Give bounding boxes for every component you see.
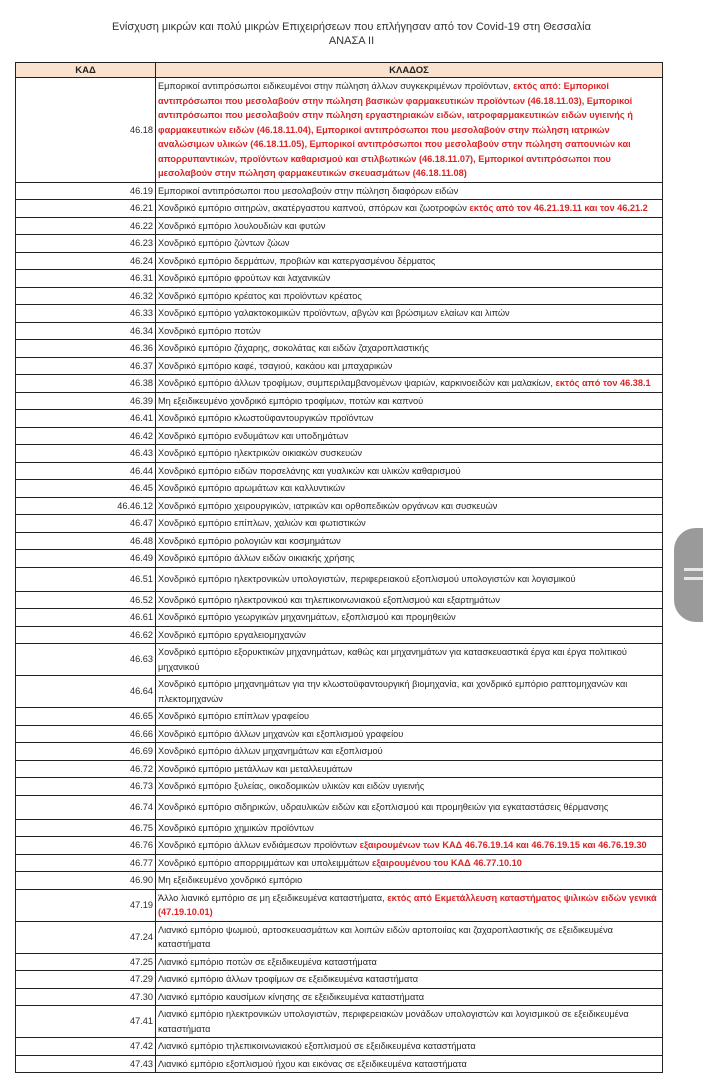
sector-description	[156, 78, 663, 183]
sector-description	[156, 708, 663, 726]
exception-text: εξαιρουμένου του ΚΑΔ 46.77.10.10	[371, 857, 522, 868]
table-row	[16, 305, 663, 323]
sector-text: Χονδρικό εμπόριο άλλων μηχανημάτων και εξοπλισμού	[158, 746, 383, 756]
table-body	[16, 78, 663, 1073]
kad-code: 46.90	[16, 872, 156, 890]
kad-code: 46.64	[16, 676, 156, 708]
table-row	[16, 676, 663, 708]
sector-text: Εμπορικοί αντιπρόσωποι ειδικευμένοι στην πώληση άλλων συγκεκριμένων προϊόντων,	[158, 81, 514, 91]
sector-description	[156, 953, 663, 971]
kad-code: 46.37	[16, 357, 156, 375]
sector-description	[156, 445, 663, 463]
table-row	[16, 182, 663, 200]
kad-code: 46.44	[16, 462, 156, 480]
kad-code: 46.41	[16, 410, 156, 428]
sector-description	[156, 287, 663, 305]
sector-description	[156, 609, 663, 627]
kad-code: 46.76	[16, 837, 156, 855]
kad-code: 46.77	[16, 854, 156, 872]
kad-code: 47.43	[16, 1055, 156, 1073]
kad-code: 47.19	[16, 889, 156, 921]
sector-text: Χονδρικό εμπόριο μετάλλων και μεταλλευμάτων	[158, 763, 353, 774]
sector-description	[156, 305, 663, 323]
sector-text: Χονδρικό εμπόριο άλλων ειδών οικιακής χρήσης	[158, 553, 355, 563]
table-row	[16, 971, 663, 989]
table-row	[16, 872, 663, 890]
table-row	[16, 532, 663, 550]
table-row	[16, 837, 663, 855]
table-row	[16, 1038, 663, 1056]
kad-code: 47.42	[16, 1038, 156, 1056]
kad-code: 46.65	[16, 708, 156, 726]
sector-description	[156, 971, 663, 989]
table-row	[16, 410, 663, 428]
exception-text: εκτός από τον 46.21.19.11 και τον 46.21.2	[469, 203, 648, 213]
table-row	[16, 591, 663, 609]
sector-text: Χονδρικό εμπόριο ζάχαρης, σοκολάτας και ειδών ζαχαροπλαστικής	[158, 343, 429, 353]
sector-description	[156, 872, 663, 890]
sector-description	[156, 532, 663, 550]
sector-description	[156, 480, 663, 498]
kad-code: 46.51	[16, 567, 156, 591]
kad-code: 46.36	[16, 340, 156, 358]
table-row	[16, 515, 663, 533]
kad-code: 46.42	[16, 427, 156, 445]
sector-description	[156, 462, 663, 480]
kad-code: 46.49	[16, 550, 156, 568]
kad-code: 46.63	[16, 644, 156, 676]
table-row	[16, 252, 663, 270]
sector-text: Χονδρικό εμπόριο ηλεκτρονικών υπολογιστών, περιφερειακού εξοπλισμού υπολογιστών και λογισμικού	[158, 573, 576, 584]
table-row	[16, 497, 663, 515]
sector-text: Χονδρικό εμπόριο κρέατος και προϊόντων κρέατος	[158, 290, 362, 301]
sector-description	[156, 778, 663, 796]
kad-code: 46.19	[16, 182, 156, 200]
table-row	[16, 953, 663, 971]
sector-text: Χονδρικό εμπόριο άλλων ενδιάμεσων προϊόντων	[158, 840, 360, 850]
table-row	[16, 889, 663, 921]
table-row	[16, 567, 663, 591]
sector-text: Χονδρικό εμπόριο γεωργικών μηχανημάτων, εξοπλισμού και προμηθειών	[158, 612, 456, 622]
table-row	[16, 235, 663, 253]
kad-code: 46.45	[16, 480, 156, 498]
sector-text: Χονδρικό εμπόριο εξορυκτικών μηχανημάτων, καθώς και μηχανημάτων για κατασκευαστικά έργα και έργα πολιτικού μηχανικού	[158, 647, 627, 672]
table-row	[16, 462, 663, 480]
table-row	[16, 760, 663, 778]
sector-description	[156, 252, 663, 270]
kad-code: 46.73	[16, 778, 156, 796]
sector-text: Χονδρικό εμπόριο εργαλειομηχανών	[158, 629, 306, 640]
sector-description	[156, 217, 663, 235]
kad-code: 46.46.12	[16, 497, 156, 515]
title-line-2: ΑΝΑΣΑ ΙΙ	[328, 35, 375, 47]
sector-text: Λιανικό εμπόριο άλλων τροφίμων σε εξειδικευμένα καταστήματα	[158, 974, 419, 984]
table-row	[16, 1055, 663, 1073]
sector-text: Μη εξειδικευμένο χονδρικό εμπόριο	[158, 875, 303, 885]
table-row	[16, 375, 663, 393]
sector-description	[156, 497, 663, 515]
table-row	[16, 78, 663, 183]
kad-code: 46.43	[16, 445, 156, 463]
sector-text: Χονδρικό εμπόριο χημικών προϊόντων	[158, 822, 314, 833]
sector-text: Χονδρικό εμπόριο ξυλείας, οικοδομικών υλικών και ειδών υγιεινής	[158, 781, 425, 791]
sector-text: Χονδρικό εμπόριο ενδυμάτων και υποδημάτων	[158, 430, 349, 441]
table-row	[16, 427, 663, 445]
kad-code: 46.39	[16, 392, 156, 410]
kad-code: 46.38	[16, 375, 156, 393]
table-row	[16, 1006, 663, 1038]
kad-code: 46.72	[16, 760, 156, 778]
sector-description	[156, 375, 663, 393]
sector-description	[156, 921, 663, 953]
sector-text: Χονδρικό εμπόριο ζώντων ζώων	[158, 238, 290, 248]
table-row	[16, 626, 663, 644]
sector-text: Χονδρικό εμπόριο απορριμμάτων και υπολειμμάτων	[158, 857, 372, 868]
sector-text: Χονδρικό εμπόριο μηχανημάτων για την κλωστοϋφαντουργική βιομηχανία, και χονδρικό εμπόριο ραπτομηχανών και πλεκτομηχανών	[158, 679, 628, 704]
sector-text: Χονδρικό εμπόριο επίπλων γραφείου	[158, 711, 310, 721]
table-row	[16, 778, 663, 796]
exception-text: εκτός από τον 46.38.1	[555, 378, 651, 388]
sector-description	[156, 819, 663, 837]
sector-text: Χονδρικό εμπόριο καφέ, τσαγιού, κακάου και μπαχαρικών	[158, 360, 393, 371]
kad-code: 46.21	[16, 200, 156, 218]
kad-code: 47.41	[16, 1006, 156, 1038]
sector-text: Λιανικό εμπόριο καυσίμων κίνησης σε εξειδικευμένα καταστήματα	[158, 991, 425, 1002]
table-row	[16, 988, 663, 1006]
sector-description	[156, 837, 663, 855]
kad-code: 46.23	[16, 235, 156, 253]
kad-code: 46.74	[16, 795, 156, 819]
kad-code: 46.18	[16, 78, 156, 183]
sector-text: Χονδρικό εμπόριο κλωστοϋφαντουργικών προϊόντων	[158, 413, 374, 423]
sector-description	[156, 591, 663, 609]
kad-code: 46.61	[16, 609, 156, 627]
kad-code: 47.25	[16, 953, 156, 971]
sector-description	[156, 427, 663, 445]
table-row	[16, 609, 663, 627]
sector-text: Χονδρικό εμπόριο σιτηρών, ακατέργαστου καπνού, σπόρων και ζωοτροφών	[158, 203, 470, 213]
sector-description	[156, 270, 663, 288]
sector-text: Λιανικό εμπόριο εξοπλισμού ήχου και εικόνας σε εξειδικευμένα καταστήματα	[158, 1058, 467, 1069]
floating-menu-button[interactable]	[674, 528, 703, 622]
table-row	[16, 287, 663, 305]
kad-table	[15, 62, 663, 1073]
exception-text: εκτός από Εκμετάλλευση καταστήματος ψιλικών ειδών γενικά (47.19.10.01)	[158, 892, 657, 917]
table-row	[16, 819, 663, 837]
table-row	[16, 217, 663, 235]
exception-text: εξαιρουμένων των ΚΑΔ 46.76.19.14 και 46.76.19.15 και 46.76.19.30	[359, 840, 647, 850]
table-row	[16, 854, 663, 872]
sector-text: Μη εξειδικευμένο χονδρικό εμπόριο τροφίμων, ποτών και καπνού	[158, 395, 424, 406]
table-row	[16, 795, 663, 819]
kad-code: 46.75	[16, 819, 156, 837]
sector-description	[156, 1038, 663, 1056]
kad-code: 46.34	[16, 322, 156, 340]
sector-text: Χονδρικό εμπόριο επίπλων, χαλιών και φωτιστικών	[158, 518, 366, 528]
kad-code: 46.52	[16, 591, 156, 609]
table-row	[16, 725, 663, 743]
sector-text: Χονδρικό εμπόριο άλλων μηχανών και εξοπλισμού γραφείου	[158, 728, 404, 739]
sector-text: Χονδρικό εμπόριο ρολογιών και κοσμημάτων	[158, 535, 341, 546]
kad-code: 46.22	[16, 217, 156, 235]
sector-description	[156, 676, 663, 708]
sector-text: Χονδρικό εμπόριο ποτών	[158, 325, 261, 336]
sector-text: Χονδρικό εμπόριο ηλεκτρονικού και τηλεπικοινωνιακού εξοπλισμού και εξαρτημάτων	[158, 594, 500, 605]
sector-text: Χονδρικό εμπόριο σιδηρικών, υδραυλικών ειδών και εξοπλισμού και προμηθειών για εγκαταστάσεις θέρμανσης	[158, 801, 609, 812]
sector-description	[156, 854, 663, 872]
table-row	[16, 357, 663, 375]
table-row	[16, 445, 663, 463]
sector-text: Άλλο λιανικό εμπόριο σε μη εξειδικευμένα καταστήματα,	[158, 892, 388, 903]
sector-text: Χονδρικό εμπόριο γαλακτοκομικών προϊόντων, αβγών και βρώσιμων ελαίων και λιπών	[158, 308, 510, 318]
kad-code: 46.33	[16, 305, 156, 323]
header-sector: ΚΛΑΔΟΣ	[156, 63, 663, 78]
title-line-1: Ενίσχυση μικρών και πολύ μικρών Επιχειρήσεων που επλήγησαν από τον Covid-19 στη Θεσσαλία	[112, 21, 591, 33]
kad-code: 46.24	[16, 252, 156, 270]
sector-description	[156, 988, 663, 1006]
document-title	[0, 20, 703, 48]
table-row	[16, 644, 663, 676]
sector-description	[156, 235, 663, 253]
table-row	[16, 200, 663, 218]
sector-text: Εμπορικοί αντιπρόσωποι που μεσολαβούν στην πώληση διαφόρων ειδών	[158, 185, 459, 196]
sector-description	[156, 795, 663, 819]
table-row	[16, 270, 663, 288]
kad-code: 46.62	[16, 626, 156, 644]
sector-description	[156, 410, 663, 428]
sector-text: Λιανικό εμπόριο τηλεπικοινωνιακού εξοπλισμού σε εξειδικευμένα καταστήματα	[158, 1041, 476, 1051]
sector-description	[156, 550, 663, 568]
sector-text: Λιανικό εμπόριο ψωμιού, αρτοσκευασμάτων και λοιπών ειδών αρτοποιίας και ζαχαροπλαστικής σε εξειδικευμένα καταστήματα	[158, 924, 613, 949]
kad-code: 46.32	[16, 287, 156, 305]
table-row	[16, 322, 663, 340]
header-kad: ΚΑΔ	[16, 63, 156, 78]
sector-description	[156, 392, 663, 410]
table-row	[16, 480, 663, 498]
sector-text: Χονδρικό εμπόριο δερμάτων, προβιών και κατεργασμένου δέρματος	[158, 255, 436, 266]
table-row	[16, 392, 663, 410]
sector-text: Χονδρικό εμπόριο άλλων τροφίμων, συμπεριλαμβανομένων ψαριών, καρκινοειδών και μαλακίων,	[158, 378, 556, 388]
kad-code: 47.24	[16, 921, 156, 953]
sector-description	[156, 1055, 663, 1073]
kad-code: 46.47	[16, 515, 156, 533]
table-header-row	[16, 63, 663, 78]
sector-description	[156, 1006, 663, 1038]
sector-description	[156, 626, 663, 644]
sector-description	[156, 322, 663, 340]
sector-description	[156, 567, 663, 591]
sector-text: Λιανικό εμπόριο ποτών σε εξειδικευμένα καταστήματα	[158, 956, 377, 967]
sector-description	[156, 743, 663, 761]
sector-description	[156, 760, 663, 778]
kad-code: 46.69	[16, 743, 156, 761]
sector-text: Χονδρικό εμπόριο αρωμάτων και καλλυντικών	[158, 483, 345, 493]
kad-code: 47.29	[16, 971, 156, 989]
sector-text: Λιανικό εμπόριο ηλεκτρονικών υπολογιστών, περιφερειακών μονάδων υπολογιστών και λογισμικού σε εξειδικευμένα καταστήματα	[158, 1009, 629, 1034]
table-row	[16, 708, 663, 726]
kad-code: 47.30	[16, 988, 156, 1006]
sector-text: Χονδρικό εμπόριο ηλεκτρικών οικιακών συσκευών	[158, 448, 362, 458]
sector-description	[156, 357, 663, 375]
table-row	[16, 743, 663, 761]
table-row	[16, 550, 663, 568]
sector-description	[156, 200, 663, 218]
table-row	[16, 340, 663, 358]
sector-description	[156, 182, 663, 200]
sector-text: Χονδρικό εμπόριο χειρουργικών, ιατρικών και ορθοπεδικών οργάνων και συσκευών	[158, 500, 498, 511]
sector-text: Χονδρικό εμπόριο ειδών πορσελάνης και γυαλικών και υλικών καθαρισμού	[158, 465, 461, 476]
sector-description	[156, 725, 663, 743]
table-row	[16, 921, 663, 953]
kad-code: 46.31	[16, 270, 156, 288]
exception-text: εκτός από: Εμπορικοί αντιπρόσωποι που μεσολαβούν στην πώληση βασικών φαρμακευτικών προϊόντων (46.18.11.03), Εμπορικοί αντιπρόσωποι που μεσολαβούν στην πώληση εργαστηριακών ειδών, ιατροφαρμακευτικών ειδών υγιεινής ή φαρμακευτικών ειδών (46.18.11.04), Εμπορικοί αντιπρόσωποι που μεσολαβούν στην πώληση ιατρικών αναλώσιμων υλικών (46.18.11.05), Εμπορικοί αντιπρόσωποι που μεσολαβούν στην πώληση σαπουνιών και απορρυπαντικών, προϊόντων καθαρισμού και στιλβωτικών (46.18.11.07), Εμπορικοί αντιπρόσωποι που μεσολαβούν στην πώληση φαρμακευτικών σκευασμάτων (46.18.11.08)	[158, 81, 633, 178]
sector-text: Χονδρικό εμπόριο φρούτων και λαχανικών	[158, 273, 331, 283]
sector-description	[156, 340, 663, 358]
kad-code: 46.48	[16, 532, 156, 550]
sector-description	[156, 889, 663, 921]
sector-text: Χονδρικό εμπόριο λουλουδιών και φυτών	[158, 220, 326, 231]
sector-description	[156, 515, 663, 533]
sector-description	[156, 644, 663, 676]
kad-code: 46.66	[16, 725, 156, 743]
